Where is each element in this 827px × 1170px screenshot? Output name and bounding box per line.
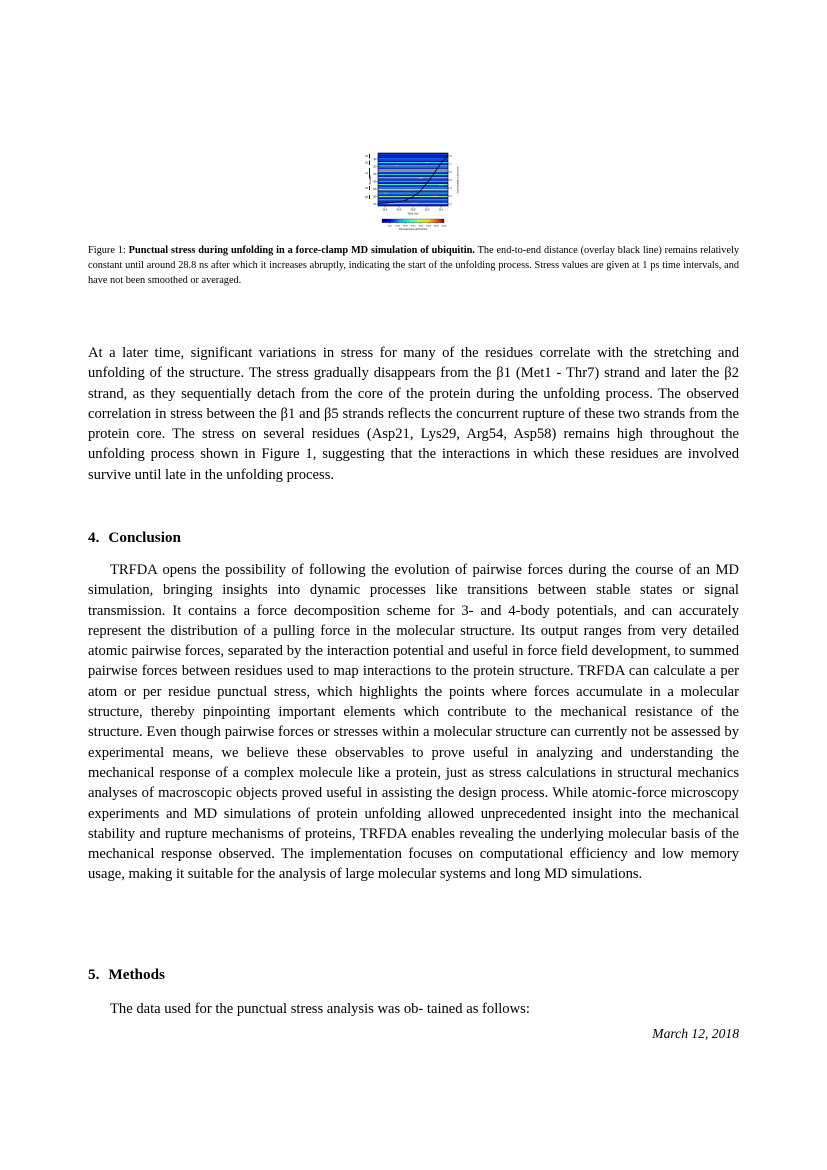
svg-text:28.4: 28.4 [382, 208, 388, 212]
heatmap-area [378, 153, 448, 206]
figure-caption-body: The end-to-end distance (overlay black line) remains relatively constant until around 28.8 ns after which it increases abruptly, indicating the start of the unfolding process. Stress values are given at 1 ps time intervals, and have not been smoothed or averaged. [88, 245, 740, 287]
colorbar-label: Punctual stress (kJ/mol/nm) [398, 228, 428, 231]
svg-text:28.6: 28.6 [396, 208, 402, 212]
svg-text:20: 20 [373, 165, 376, 169]
colorbar [382, 219, 444, 223]
yaxis-left-label: Residue [369, 175, 372, 185]
heading-conclusion-number: 4. [88, 529, 100, 546]
heading-conclusion [88, 528, 739, 548]
svg-text:2000: 2000 [410, 225, 416, 228]
svg-text:40: 40 [373, 180, 376, 184]
heading-methods-title: Methods [108, 966, 165, 983]
svg-text:3500: 3500 [433, 225, 439, 228]
yaxis-right-label: End-to-end distance (nm) [456, 166, 459, 194]
paragraph-conclusion: TRFDA opens the possibility of following the evolution of pairwise forces during the course of an MD simulation, bringing insights into dynamic processes like transitions between stable states or signal transmission. It contains a force decomposition scheme for 3- and 4-body potentials, and can accurately represent the distribution of a pulling force in the molecular structure. Its output ranges from very detailed atomic pairwise forces, separated by the interaction potential and useful in force field development, to summed pairwise forces between residues used to map interactions to the protein structure. TRFDA can calculate a per atom or per residue punctual stress, which highlights the points where forces accumulate in a molecular structure, thereby pinpointing important elements which contribute to the mechanical resistance of the structure. Even though pairwise forces or stresses within a molecular structure can currently not be assessed by experimental means, we believe these observables to prove useful in analyzing and understanding the mechanical response of a complex molecule like a protein, just as stress calculations in structural mechanics analyses of macroscopic objects proved useful in assisting the design process. While atomic-force microscopy experiments and MD simulations of protein unfolding allowed unprecedented insight into the mechanical stability and rupture mechanisms of proteins, TRFDA enables revealing the underlying molecular basis of the mechanical response observed. The implementation focuses on computational efficiency and low memory usage, making it suitable for the analysis of large molecular systems and long MD simulations. [88, 562, 739, 883]
svg-text:60: 60 [373, 195, 376, 199]
punctual-stress-heatmap [351, 148, 476, 234]
svg-text:8: 8 [450, 154, 452, 158]
paragraph-results: At a later time, significant variations in stress for many of the residues correlate with the stretching and unfolding of the structure. The stress gradually disappears from the β1 (Met1 - Thr7) strand and later the β2 strand, as they sequentially detach from the core of the protein during the unfolding process. The observed correlation in stress between the β1 and β5 strands reflects the concurrent rupture of these two strands from the protein core. The stress on several residues (Asp21, Lys29, Arg54, Asp58) remains high throughout the unfolding process shown in Figure 1, suggesting that the interactions in which these residues are involved survive until late in the unfolding process. [88, 345, 739, 483]
date-stamp: March 12, 2018 [652, 1026, 739, 1041]
svg-text:70: 70 [373, 202, 376, 206]
svg-text:α1: α1 [365, 172, 368, 175]
figure-caption-title: Punctual stress during unfolding in a force-clamp MD simulation of ubiquitin. [128, 245, 475, 256]
figure-caption [88, 243, 739, 289]
heading-methods [88, 965, 739, 985]
xaxis-label: Time (ns) [407, 212, 419, 216]
svg-text:4000: 4000 [441, 225, 447, 228]
svg-text:3000: 3000 [426, 225, 431, 228]
svg-text:4: 4 [450, 186, 452, 190]
colorbar-ticks [388, 225, 447, 227]
svg-text:500: 500 [387, 225, 392, 228]
svg-text:1000: 1000 [395, 225, 400, 228]
svg-text:30: 30 [373, 172, 376, 176]
svg-text:28.8: 28.8 [410, 208, 416, 212]
svg-text:6: 6 [450, 170, 452, 174]
svg-text:2500: 2500 [418, 225, 424, 228]
svg-text:3: 3 [450, 194, 452, 198]
svg-text:β5: β5 [365, 196, 368, 199]
svg-text:50: 50 [373, 187, 376, 191]
heading-methods-number: 5. [88, 966, 100, 983]
heading-conclusion-title: Conclusion [108, 529, 181, 546]
svg-text:10: 10 [373, 157, 376, 161]
figure-canvas [351, 148, 476, 234]
svg-text:1500: 1500 [402, 225, 408, 228]
svg-text:7: 7 [450, 162, 452, 166]
svg-text:β3: β3 [365, 187, 368, 190]
figure-1 [88, 148, 739, 239]
svg-text:β2: β2 [365, 161, 368, 165]
svg-text:29.2: 29.2 [438, 208, 444, 212]
svg-text:5: 5 [450, 178, 452, 182]
svg-text:2: 2 [450, 202, 452, 206]
svg-text:29.0: 29.0 [424, 208, 430, 212]
svg-text:β1: β1 [365, 155, 368, 159]
paragraph-methods: The data used for the punctual stress analysis was ob- tained as follows: [110, 1001, 530, 1017]
figure-caption-label: Figure 1: [88, 245, 126, 256]
